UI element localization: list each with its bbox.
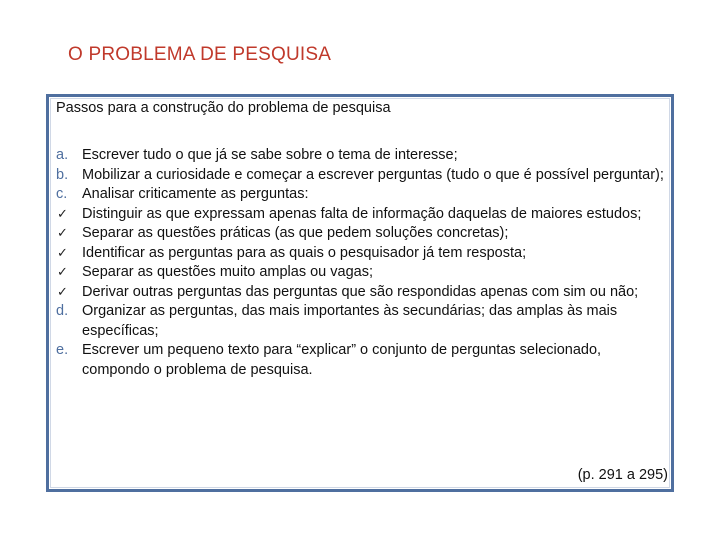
list-marker: c. bbox=[56, 186, 68, 202]
check-icon: ✓ bbox=[57, 245, 68, 261]
list-item bbox=[56, 146, 668, 166]
list-item bbox=[56, 166, 668, 186]
list-item-text: Derivar outras perguntas das perguntas que são respondidas apenas com sim ou não; bbox=[82, 283, 639, 300]
list-marker: d. bbox=[56, 303, 69, 319]
list-item bbox=[56, 224, 668, 244]
list-item-text: Mobilizar a curiosidade e começar a escrever perguntas (tudo o que é possível perguntar); bbox=[82, 166, 664, 183]
steps-list bbox=[56, 146, 668, 380]
check-icon: ✓ bbox=[57, 206, 68, 222]
list-marker: e. bbox=[56, 342, 69, 358]
check-icon: ✓ bbox=[57, 226, 68, 241]
list-item bbox=[56, 283, 668, 303]
box-heading: Passos para a construção do problema de pesquisa bbox=[56, 100, 391, 116]
list-item bbox=[56, 185, 668, 205]
check-icon: ✓ bbox=[57, 284, 68, 300]
list-item-text: Separar as questões muito amplas ou vagas; bbox=[82, 264, 373, 280]
list-item-text: Organizar as perguntas, das mais importantes às secundárias; das amplas às mais específicas; bbox=[82, 303, 618, 339]
list-item bbox=[56, 263, 668, 283]
list-item bbox=[56, 244, 668, 264]
list-item bbox=[56, 302, 668, 341]
list-marker: a. bbox=[56, 147, 69, 163]
list-item bbox=[56, 205, 668, 225]
list-item bbox=[56, 341, 668, 380]
list-item-text: Escrever um pequeno texto para “explicar” o conjunto de perguntas selecionado, compondo o problema de pesquisa. bbox=[82, 342, 602, 378]
list-item-text: Separar as questões práticas (as que pedem soluções concretas); bbox=[82, 225, 509, 241]
list-item-text: Escrever tudo o que já se sabe sobre o tema de interesse; bbox=[82, 147, 458, 163]
list-item-text: Distinguir as que expressam apenas falta de informação daquelas de maiores estudos; bbox=[82, 205, 642, 222]
page-citation: (p. 291 a 295) bbox=[577, 467, 668, 483]
list-item-text: Analisar criticamente as perguntas: bbox=[82, 186, 309, 202]
slide-title: O PROBLEMA DE PESQUISA bbox=[68, 44, 332, 65]
list-item-text: Identificar as perguntas para as quais o pesquisador já tem resposta; bbox=[82, 244, 527, 261]
list-marker: b. bbox=[56, 166, 69, 183]
check-icon: ✓ bbox=[57, 265, 68, 280]
